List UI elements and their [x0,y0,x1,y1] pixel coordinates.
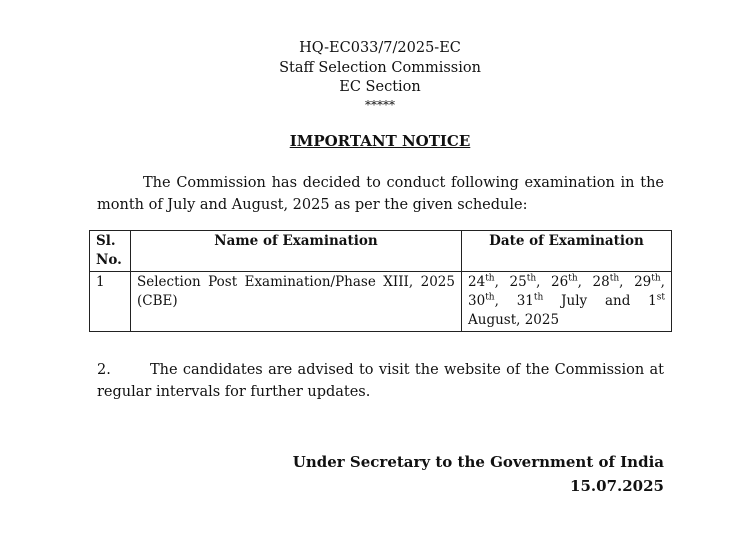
advisory-paragraph [97,359,664,403]
header-exam-name: Name of Examination [131,231,462,272]
date-day: 24 [468,274,486,290]
date-day: 29 [634,274,652,290]
table-row [90,272,672,332]
date-month: July and [561,293,631,309]
ordinal-suffix: th [526,273,537,284]
cell-exam-name: Selection Post Examination/Phase XIII, 2025 (CBE) [131,272,462,332]
ordinal-suffix: st [656,292,665,303]
ordinal-suffix: th [609,273,620,284]
ordinal-suffix: th [485,292,495,303]
ordinal-suffix: th [651,273,661,284]
notice-date: 15.07.2025 [570,477,664,495]
organization-name: Staff Selection Commission [279,59,481,76]
header-exam-date: Date of Examination [462,231,672,272]
notice-title-text: IMPORTANT NOTICE [289,132,471,150]
date-day: 1 [648,293,657,309]
date-day: 25 [509,274,527,290]
date-day: 30 [468,293,486,309]
header-sl-no: Sl. No. [90,231,131,272]
notice-title [0,132,730,150]
exam-schedule-table [89,230,672,332]
section-name: EC Section [339,79,421,95]
cell-sl-no: 1 [90,272,131,332]
advisory-text: The candidates are advised to visit the website of the Commission at regular intervals for further updates. [97,362,664,400]
separator-stars: ***** [365,97,395,112]
date-month: August, 2025 [468,312,560,328]
reference-number: HQ-EC033/7/2025-EC [299,40,461,56]
signatory-designation: Under Secretary to the Government of India [292,453,664,471]
ordinal-suffix: th [568,273,578,284]
date-day: 31 [516,293,534,309]
ordinal-suffix: th [533,292,544,303]
table-header-row [90,231,672,272]
paragraph-number: 2. [97,362,111,378]
date-day: 28 [592,274,610,290]
notice-header [0,39,730,112]
date-day: 26 [551,274,569,290]
intro-paragraph: The Commission has decided to conduct following examination in the month of July and August, 2025 as per the given schedule: [97,175,664,213]
cell-exam-date: 24th, 25th, 26th, 28th, 29th, 30th, 31th July and 1st August, 2025 [462,272,672,332]
ordinal-suffix: th [485,273,495,284]
